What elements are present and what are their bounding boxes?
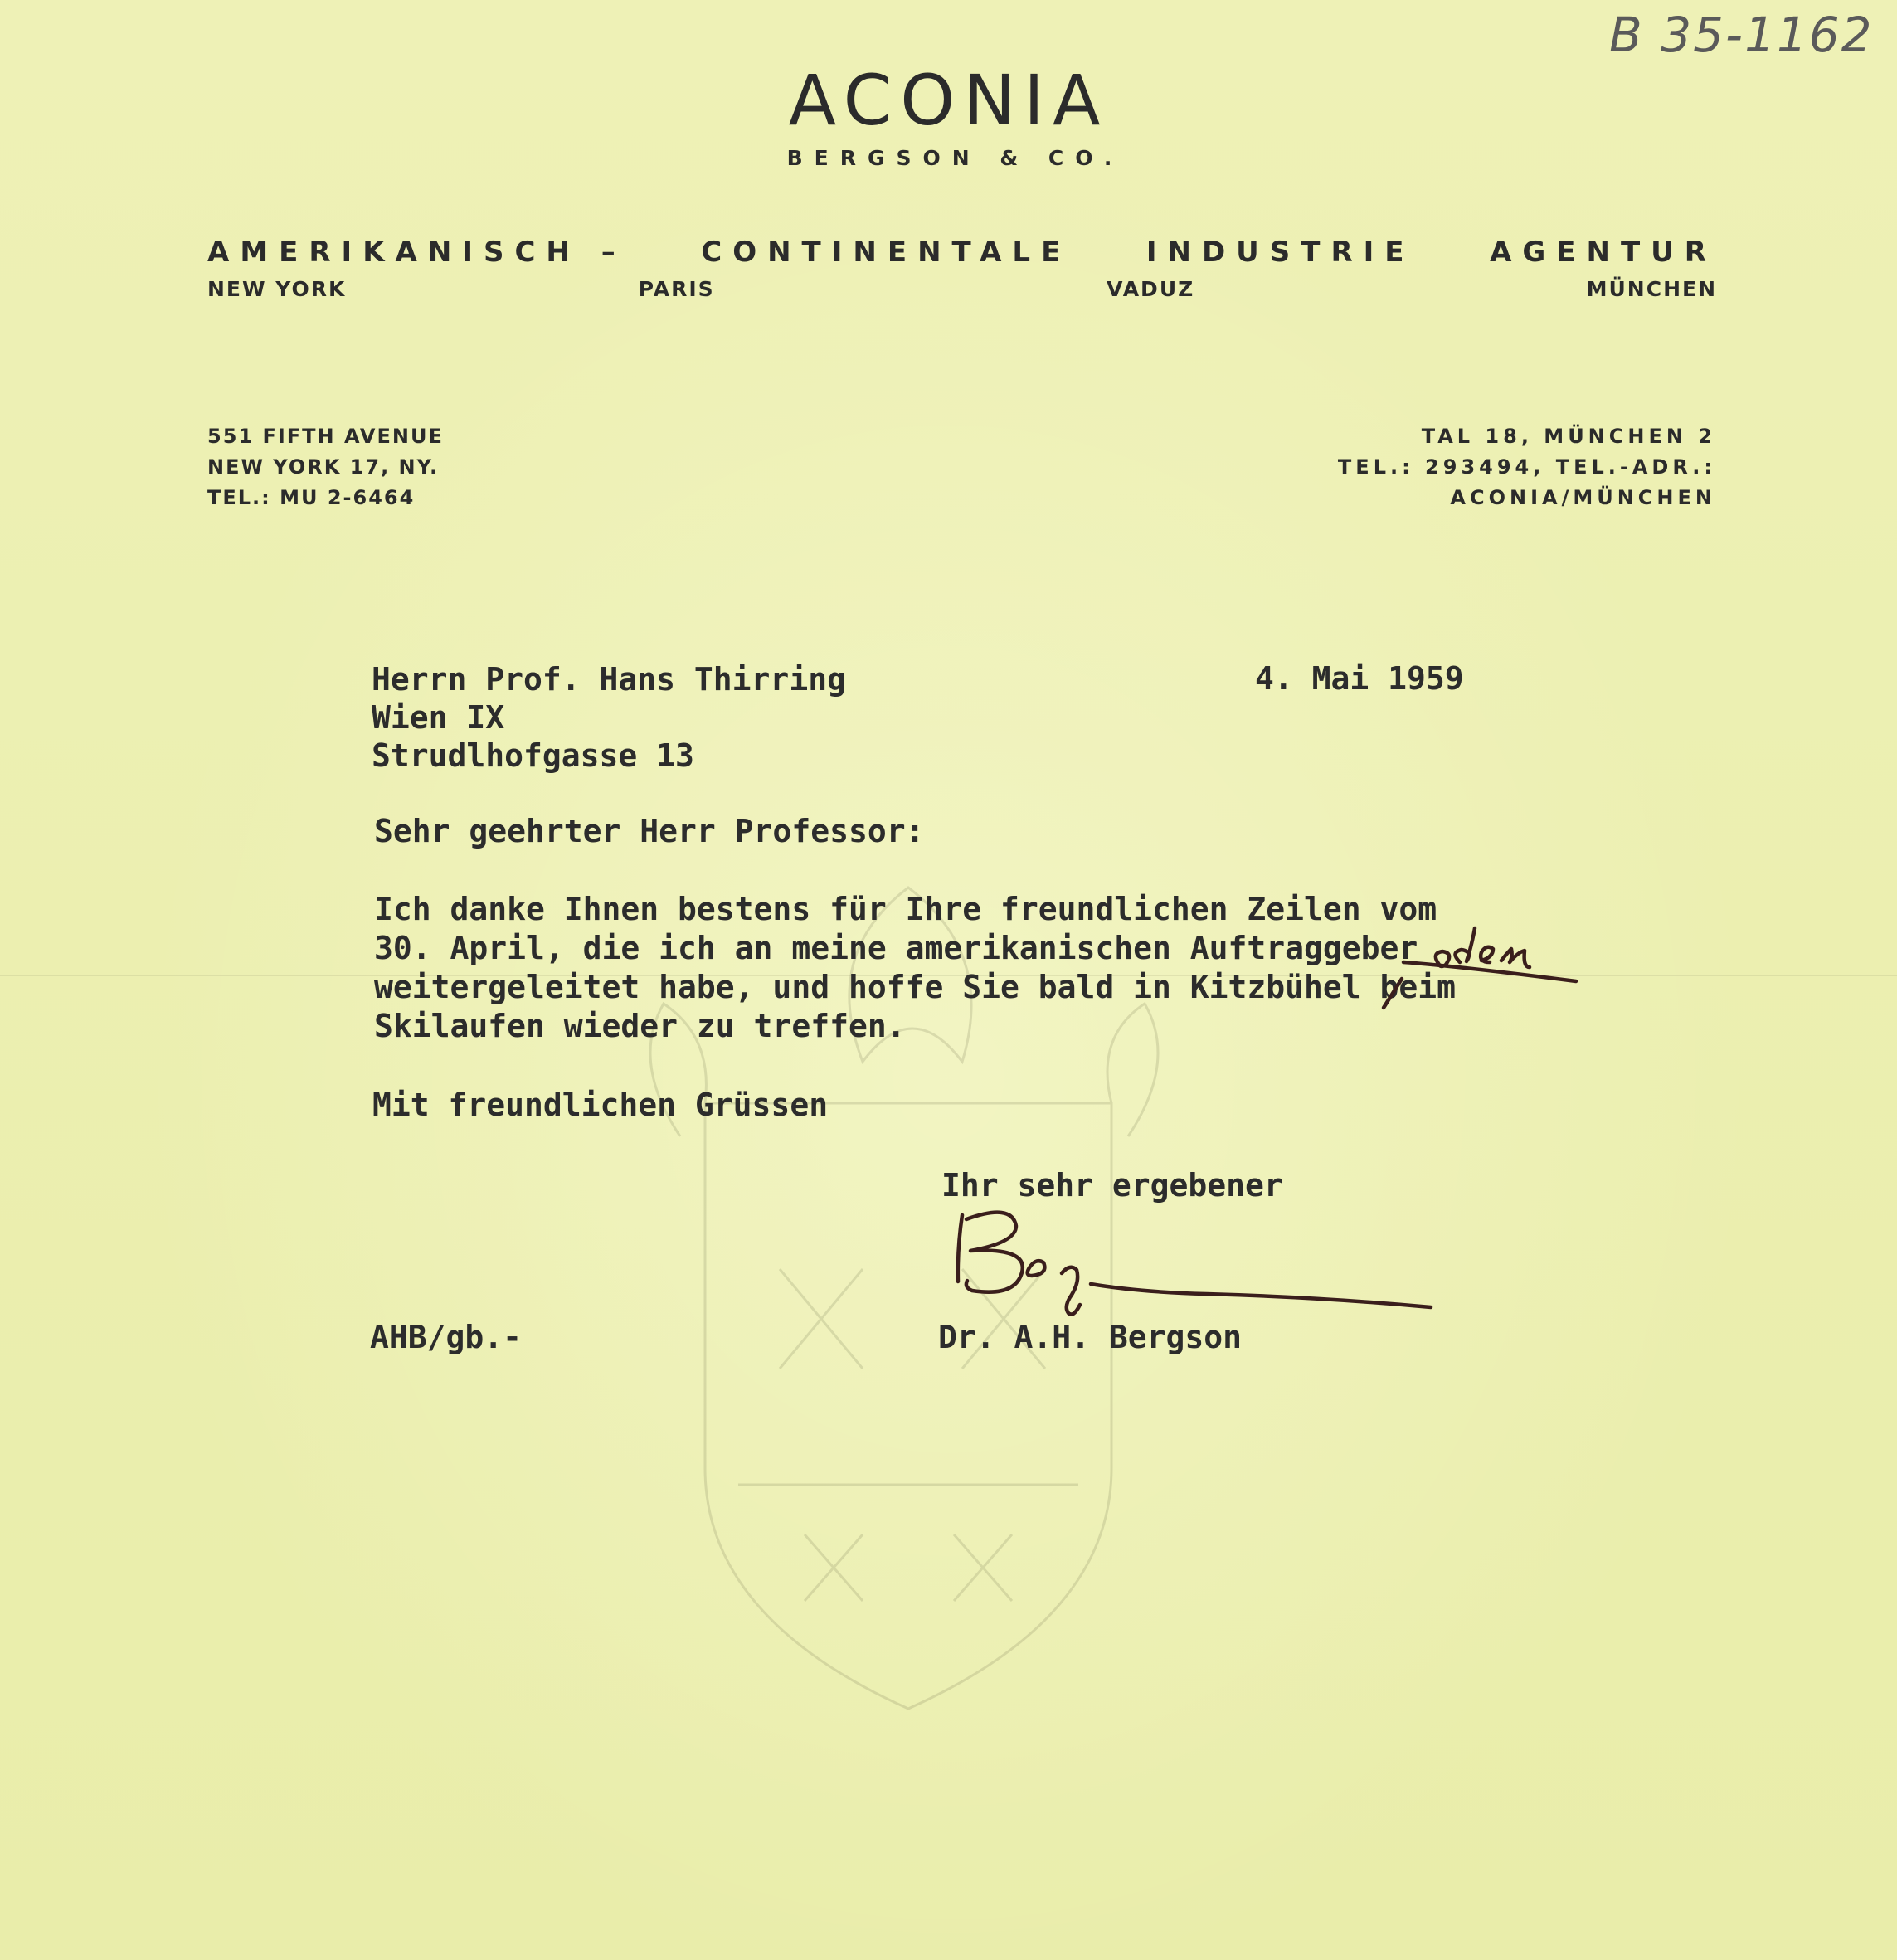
brand-name: ACONIA (788, 60, 1109, 141)
recipient-line: Herrn Prof. Hans Thirring (372, 661, 846, 698)
signoff: Ihr sehr ergebener (941, 1167, 1283, 1204)
body-line: weitergeleitet habe, und hoffe Sie bald in Kitzbühel beim (374, 969, 1457, 1005)
closing: Mit freundlichen Grüssen (372, 1087, 829, 1123)
insertion-slash (1384, 979, 1402, 1008)
letter-date: 4. Mai 1959 (1255, 660, 1464, 697)
body-line: Ich danke Ihnen bestens für Ihre freundlichen Zeilen vom (374, 891, 1437, 927)
handwritten-oder (1436, 928, 1530, 967)
signature (958, 1213, 1431, 1315)
address-line: TEL.: MU 2-6464 (207, 486, 416, 509)
salutation: Sehr geehrter Herr Professor: (374, 813, 925, 849)
address-line: NEW YORK 17, NY. (207, 455, 440, 479)
city-name: VADUZ (1107, 277, 1195, 301)
address-line: 551 FIFTH AVENUE (207, 425, 444, 448)
address-line: TEL.: 293494, TEL.-ADR.: (1337, 455, 1716, 479)
signer-name: Dr. A.H. Bergson (938, 1319, 1243, 1355)
tagline-word: INDUSTRIE (1145, 236, 1415, 269)
tagline-word: AGENTUR (1490, 236, 1717, 269)
body-line: Skilaufen wieder zu treffen. (374, 1008, 906, 1044)
insertion-caret (1403, 962, 1576, 981)
tagline-word: AMERIKANISCH – (207, 236, 626, 269)
archive-number: B 35-1162 (1609, 7, 1874, 63)
brand-subtitle: BERGSON & CO. (786, 146, 1124, 170)
city-name: PARIS (638, 277, 715, 301)
address-line: TAL 18, MÜNCHEN 2 (1421, 425, 1716, 448)
recipient-line: Wien IX (372, 699, 505, 736)
city-name: NEW YORK (207, 277, 347, 301)
address-line: ACONIA/MÜNCHEN (1450, 486, 1716, 509)
tagline-word: CONTINENTALE (701, 236, 1072, 269)
city-name: MÜNCHEN (1586, 277, 1717, 301)
body-line: 30. April, die ich an meine amerikanischen Auftraggeber (374, 930, 1418, 966)
reference-initials: AHB/gb.- (370, 1319, 523, 1355)
recipient-line: Strudlhofgasse 13 (372, 737, 694, 774)
